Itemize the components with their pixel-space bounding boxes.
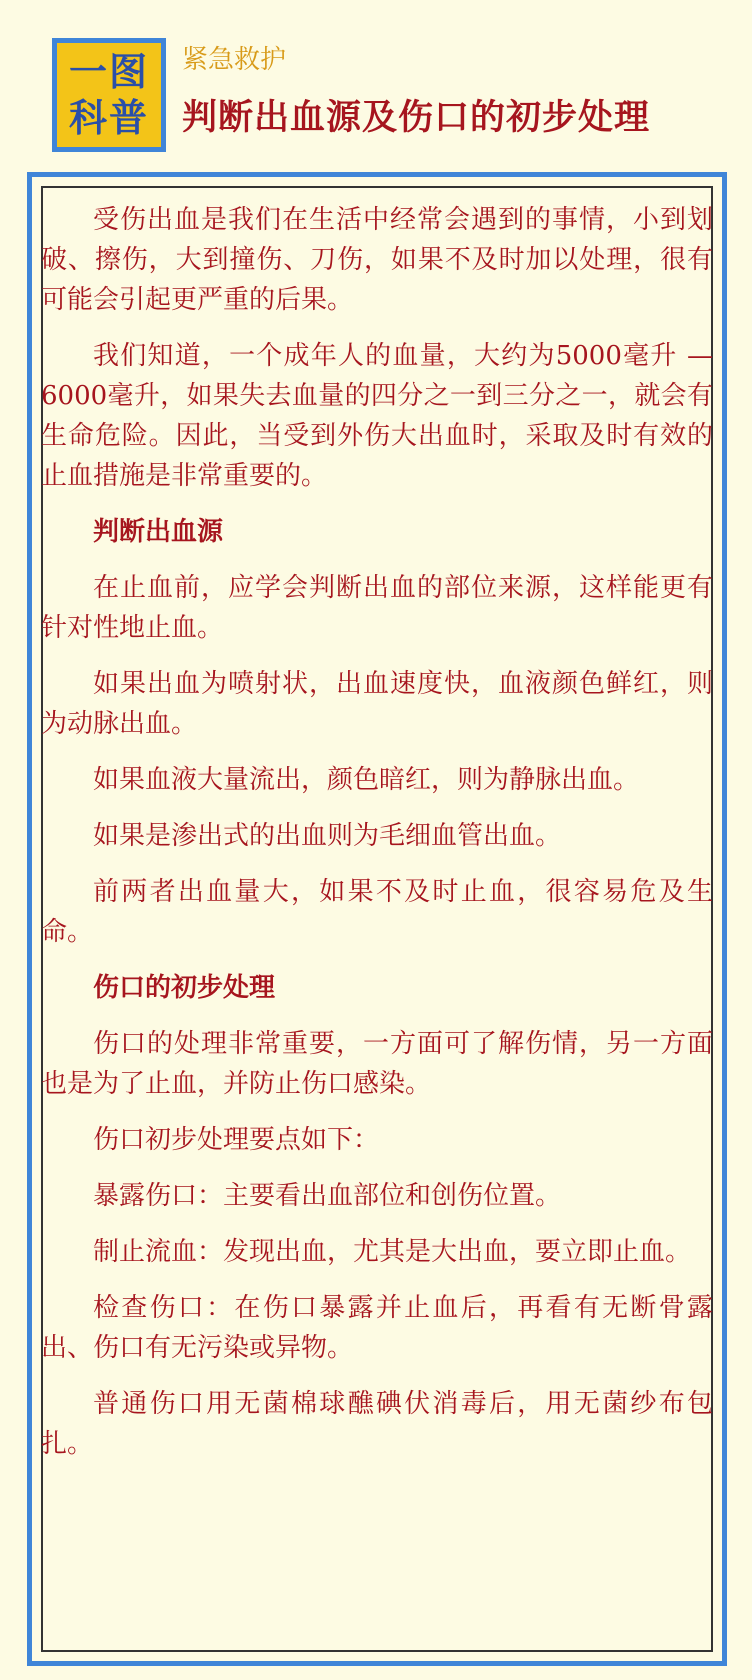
article-body <box>41 200 713 1480</box>
paragraph: 我们知道，一个成年人的血量，大约为5000毫升 — 6000毫升，如果失去血量的四分之一到三分之一，就会有生命危险。因此，当受到外伤大出血时，采取及时有效的止血措施是非常重要的。 <box>41 341 713 491</box>
section-heading: 判断出血源 <box>93 517 224 547</box>
section-heading: 伤口的初步处理 <box>93 973 276 1003</box>
page-title: 判断出血源及伤口的初步处理 <box>182 98 651 138</box>
paragraph: 如果是渗出式的出血则为毛细血管出血。 <box>93 821 562 851</box>
paragraph: 前两者出血量大，如果不及时止血，很容易危及生命。 <box>41 877 713 947</box>
category-label: 紧急救护 <box>182 45 287 75</box>
paragraph: 检查伤口：在伤口暴露并止血后，再看有无断骨露出、伤口有无污染或异物。 <box>41 1293 713 1363</box>
header <box>0 0 752 160</box>
logo-line-2: 科普 <box>68 96 149 140</box>
paragraph: 如果出血为喷射状，出血速度快，血液颜色鲜红，则为动脉出血。 <box>41 669 713 739</box>
paragraph: 伤口初步处理要点如下： <box>93 1125 380 1155</box>
paragraph: 普通伤口用无菌棉球醮碘伏消毒后，用无菌纱布包扎。 <box>41 1389 713 1459</box>
paragraph: 在止血前，应学会判断出血的部位来源，这样能更有针对性地止血。 <box>41 573 713 643</box>
paragraph: 受伤出血是我们在生活中经常会遇到的事情，小到划破、擦伤，大到撞伤、刀伤，如果不及时加以处理，很有可能会引起更严重的后果。 <box>41 205 713 315</box>
logo-line-1: 一图 <box>68 50 149 94</box>
paragraph: 制止流血：发现出血，尤其是大出血，要立即止血。 <box>93 1237 692 1267</box>
paragraph: 暴露伤口：主要看出血部位和创伤位置。 <box>93 1181 562 1211</box>
paragraph: 如果血液大量流出，颜色暗红，则为静脉出血。 <box>93 765 640 795</box>
paragraph: 伤口的处理非常重要，一方面可了解伤情，另一方面也是为了止血，并防止伤口感染。 <box>41 1029 713 1099</box>
logo-badge <box>52 38 166 152</box>
